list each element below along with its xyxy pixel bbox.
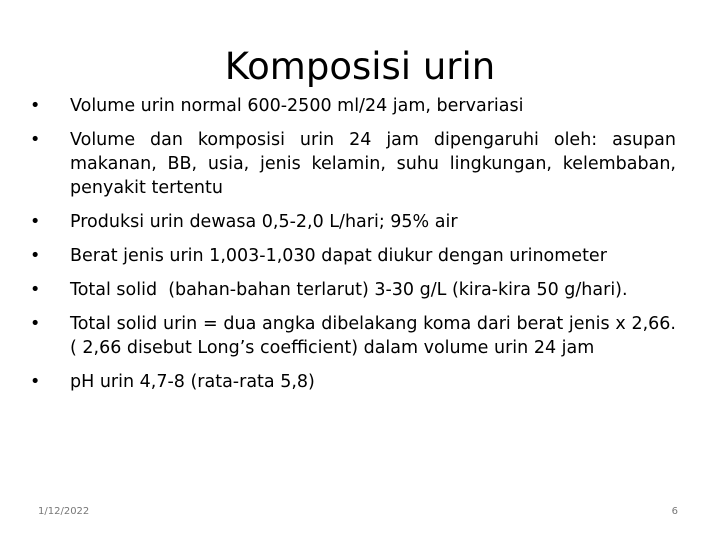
footer-date: 1/12/2022	[38, 506, 90, 517]
bullet-list	[30, 94, 676, 404]
bullet-item-volume-factors	[30, 128, 676, 200]
page-number: 6	[671, 506, 678, 517]
bullet-text: Total solid (bahan-bahan terlarut) 3-30 g/L (kira-kira 50 g/hari).	[70, 280, 628, 300]
bullet-text: pH urin 4,7-8 (rata-rata 5,8)	[70, 372, 315, 392]
bullet-icon: •	[30, 96, 41, 116]
bullet-icon: •	[30, 130, 41, 150]
bullet-item-total-solid	[30, 278, 676, 302]
bullet-text: Volume dan komposisi urin 24 jam dipengaruhi oleh: asupan makanan, BB, usia, jenis kelamin, suhu lingkungan, kelembaban, penyakit tertentu	[70, 130, 676, 198]
bullet-item-production	[30, 210, 676, 234]
bullet-icon: •	[30, 212, 41, 232]
bullet-text: Berat jenis urin 1,003-1,030 dapat diukur dengan urinometer	[70, 246, 607, 266]
bullet-text: Volume urin normal 600-2500 ml/24 jam, bervariasi	[70, 96, 524, 116]
bullet-icon: •	[30, 280, 41, 300]
bullet-item-specific-gravity	[30, 244, 676, 268]
bullet-item-volume-normal	[30, 94, 676, 118]
bullet-icon: •	[30, 314, 41, 334]
slide-title: Komposisi urin	[224, 45, 496, 88]
bullet-item-longs-coefficient	[30, 312, 676, 360]
bullet-text: Total solid urin = dua angka dibelakang koma dari berat jenis x 2,66. ( 2,66 disebut Long’s coefficient) dalam volume urin 24 jam	[70, 314, 676, 358]
bullet-text: Produksi urin dewasa 0,5-2,0 L/hari; 95% air	[70, 212, 458, 232]
bullet-icon: •	[30, 246, 41, 266]
bullet-item-ph	[30, 370, 676, 394]
bullet-icon: •	[30, 372, 41, 392]
